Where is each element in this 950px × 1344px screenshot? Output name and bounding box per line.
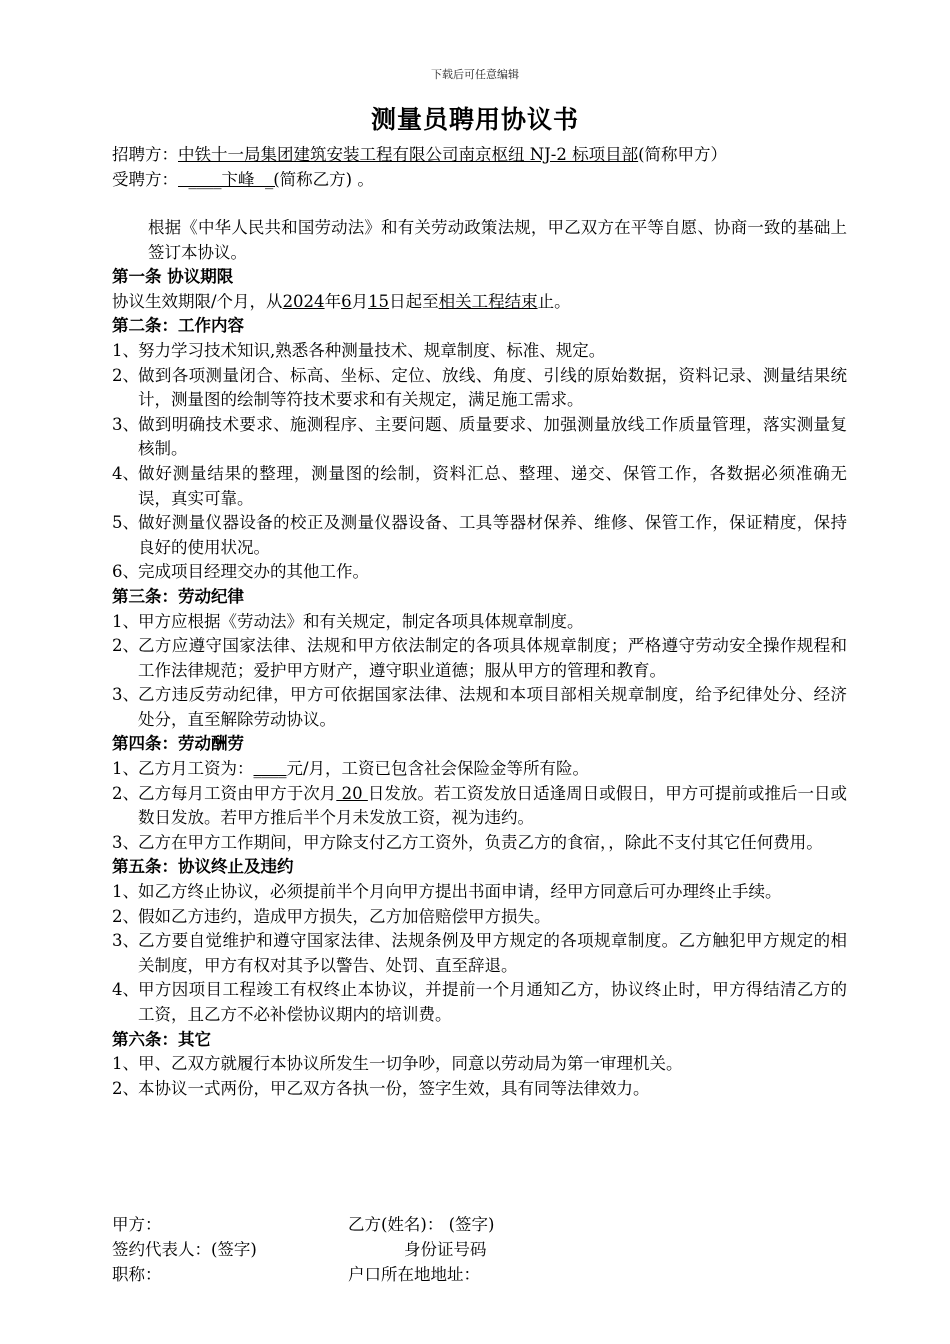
item-text: 乙方违反劳动纪律，甲方可依据国家法律、法规和本项目部相关规章制度，给予纪律处分、经济处分，直至解除劳动协议。 bbox=[138, 685, 847, 729]
agreement-body bbox=[112, 216, 847, 1101]
item-text: 做到各项测量闭合、标高、坐标、定位、放线、角度、引线的原始数据，资料记录、测量结果统计，测量图的绘制等符技术要求和有关规定，满足施工需求。 bbox=[138, 365, 847, 410]
item-number: 1、 bbox=[112, 882, 139, 902]
salary-text-b: 元/月，工资已包含社会保险金等所有险。 bbox=[286, 759, 590, 779]
start-year: 2024 bbox=[282, 291, 325, 311]
list-item bbox=[112, 1077, 847, 1102]
item-text: 做到明确技术要求、施测程序、主要问题、质量要求、加强测量放线工作质量管理，落实测量复核制。 bbox=[138, 414, 847, 459]
article5-heading: 第五条：协议终止及违约 bbox=[112, 857, 294, 877]
residence-label: 户口所在地地址： bbox=[348, 1265, 480, 1284]
list-item bbox=[112, 339, 847, 364]
party-a-label: 甲方： bbox=[112, 1215, 162, 1234]
item-text bbox=[138, 757, 847, 782]
list-item bbox=[112, 634, 847, 683]
article5-list bbox=[112, 880, 847, 1028]
item-text: 做好测量结果的整理，测量图的绘制，资料汇总、整理、递交、保管工作，各数据必须准确无误，真实可靠。 bbox=[138, 463, 847, 508]
employer-name: 中铁十一局集团建筑安装工程有限公司南京枢纽 NJ-2 标项目部 bbox=[178, 145, 639, 164]
salary-blank: ____ bbox=[253, 759, 287, 779]
item-number: 5、 bbox=[112, 513, 139, 533]
item-number: 3、 bbox=[112, 685, 139, 705]
item-text: 努力学习技术知识,熟悉各种测量技术、规章制度、标准、规定。 bbox=[138, 340, 606, 360]
signature-row-1 bbox=[112, 1213, 847, 1238]
item-number: 1、 bbox=[112, 759, 139, 779]
party-b-signature: 乙方(姓名)： (签字) bbox=[348, 1215, 495, 1234]
list-item bbox=[112, 905, 847, 930]
signature-block bbox=[112, 1213, 847, 1288]
item-number: 4、 bbox=[112, 463, 139, 483]
list-item bbox=[112, 880, 847, 905]
salary-text-a: 乙方月工资为： bbox=[138, 759, 254, 779]
item-text: 做好测量仪器设备的校正及测量仪器设备、工具等器材保养、维修、保管工作，保证精度，保持良好的使用状况。 bbox=[138, 513, 847, 557]
item-text: 甲方因项目工程竣工有权终止本协议，并提前一个月通知乙方，协议终止时，甲方得结清乙方的工资，且乙方不必补偿协议期内的培训费。 bbox=[138, 980, 847, 1024]
article1-heading: 第一条 协议期限 bbox=[112, 267, 234, 287]
item-number: 1、 bbox=[112, 340, 139, 360]
list-item bbox=[112, 1052, 847, 1077]
item-text bbox=[138, 782, 847, 831]
article2-heading: 第二条：工作内容 bbox=[112, 316, 244, 336]
term-text-a: 协议生效期限/个月，从 bbox=[112, 291, 283, 311]
list-item bbox=[112, 929, 847, 978]
list-item bbox=[112, 831, 847, 856]
list-item bbox=[112, 511, 847, 560]
signature-row-3 bbox=[112, 1263, 847, 1288]
list-item bbox=[112, 683, 847, 732]
item-text: 假如乙方违约，造成甲方损失，乙方加倍赔偿甲方损失。 bbox=[138, 906, 551, 926]
payday-text-b: 日发放。若工资发放日适逢周日或假日，甲方可提前或推后一日或数日发放。若甲方推后半个月未发放工资，视为违约。 bbox=[138, 783, 848, 828]
item-number: 3、 bbox=[112, 832, 139, 852]
list-item bbox=[112, 978, 847, 1027]
article6-heading: 第六条：其它 bbox=[112, 1029, 211, 1049]
item-text: 如乙方终止协议，必须提前半个月向甲方提出书面申请，经甲方同意后可办理终止手续。 bbox=[138, 882, 782, 902]
employee-line bbox=[112, 168, 847, 193]
item-number: 1、 bbox=[112, 611, 139, 631]
id-number-label: 身份证号码 bbox=[404, 1240, 487, 1259]
employer-label: 招聘方： bbox=[112, 145, 178, 164]
list-item bbox=[112, 757, 847, 782]
item-text: 本协议一式两份，甲乙双方各执一份，签字生效，具有同等法律效力。 bbox=[138, 1078, 650, 1098]
item-text: 甲、乙双方就履行本协议所发生一切争吵，同意以劳动局为第一审理机关。 bbox=[138, 1054, 683, 1074]
item-text: 乙方要自觉维护和遵守国家法律、法规条例及甲方规定的各项规章制度。乙方触犯甲方规定的相关制度，甲方有权对其予以警告、处罚、直至辞退。 bbox=[138, 931, 847, 975]
signature-row-2 bbox=[112, 1238, 847, 1263]
item-text: 乙方在甲方工作期间，甲方除支付乙方工资外，负责乙方的食宿，，除此不支付其它任何费用。 bbox=[138, 832, 823, 852]
header-note: 下载后可任意编辑 bbox=[431, 68, 519, 81]
item-number: 2、 bbox=[112, 1078, 139, 1098]
employee-label: 受聘方： bbox=[112, 169, 178, 189]
article3-list bbox=[112, 610, 847, 733]
preamble: 根据《中华人民共和国劳动法》和有关劳动政策法规，甲乙双方在平等自愿、协商一致的基础上签订本协议。 bbox=[148, 218, 847, 262]
parties-block bbox=[112, 143, 847, 192]
term-text-d: 日起至 bbox=[389, 291, 439, 311]
start-month: 6 bbox=[341, 291, 352, 311]
item-number: 1、 bbox=[112, 1054, 139, 1074]
payday-value: 20 bbox=[336, 783, 368, 803]
item-number: 2、 bbox=[112, 906, 139, 926]
end-condition: 相关工程结束 bbox=[438, 291, 538, 311]
representative-signature: 签约代表人：(签字) bbox=[112, 1240, 257, 1259]
item-text: 甲方应根据《劳动法》和有关规定，制定各项具体规章制度。 bbox=[138, 611, 584, 631]
position-label: 职称： bbox=[112, 1265, 162, 1284]
list-item bbox=[112, 782, 847, 831]
document-title: 测量员聘用协议书 bbox=[370, 105, 579, 134]
item-text: 完成项目经理交办的其他工作。 bbox=[138, 562, 369, 582]
term-text-e: 止。 bbox=[537, 291, 571, 311]
list-item bbox=[112, 462, 847, 511]
term-text-b: 年 bbox=[324, 291, 342, 311]
list-item bbox=[112, 364, 847, 413]
item-number: 2、 bbox=[112, 783, 139, 803]
item-number: 3、 bbox=[112, 931, 139, 951]
list-item bbox=[112, 413, 847, 462]
item-number: 3、 bbox=[112, 414, 139, 434]
list-item bbox=[112, 610, 847, 635]
list-item bbox=[112, 560, 847, 585]
employer-line bbox=[112, 143, 847, 168]
item-number: 2、 bbox=[112, 636, 139, 656]
article2-list bbox=[112, 339, 847, 585]
item-number: 4、 bbox=[112, 980, 139, 1000]
item-number: 2、 bbox=[112, 365, 139, 385]
employer-suffix: (简称甲方） bbox=[638, 145, 728, 164]
item-number: 6、 bbox=[112, 562, 139, 582]
article4-list bbox=[112, 757, 847, 855]
employee-name: ____卞峰 _( bbox=[178, 169, 280, 189]
article4-heading: 第四条：劳动酬劳 bbox=[112, 734, 244, 754]
article6-list bbox=[112, 1052, 847, 1101]
article1-term bbox=[112, 290, 847, 315]
item-text: 乙方应遵守国家法律、法规和甲方依法制定的各项具体规章制度；严格遵守劳动安全操作规程和工作法律规范；爱护甲方财产，遵守职业道德；服从甲方的管理和教育。 bbox=[138, 636, 847, 680]
article3-heading: 第三条：劳动纪律 bbox=[112, 586, 244, 606]
start-day: 15 bbox=[368, 291, 390, 311]
employee-suffix: 简称乙方) 。 bbox=[279, 169, 374, 189]
term-text-c: 月 bbox=[351, 291, 369, 311]
payday-text-a: 乙方每月工资由甲方于次月 bbox=[138, 783, 337, 803]
